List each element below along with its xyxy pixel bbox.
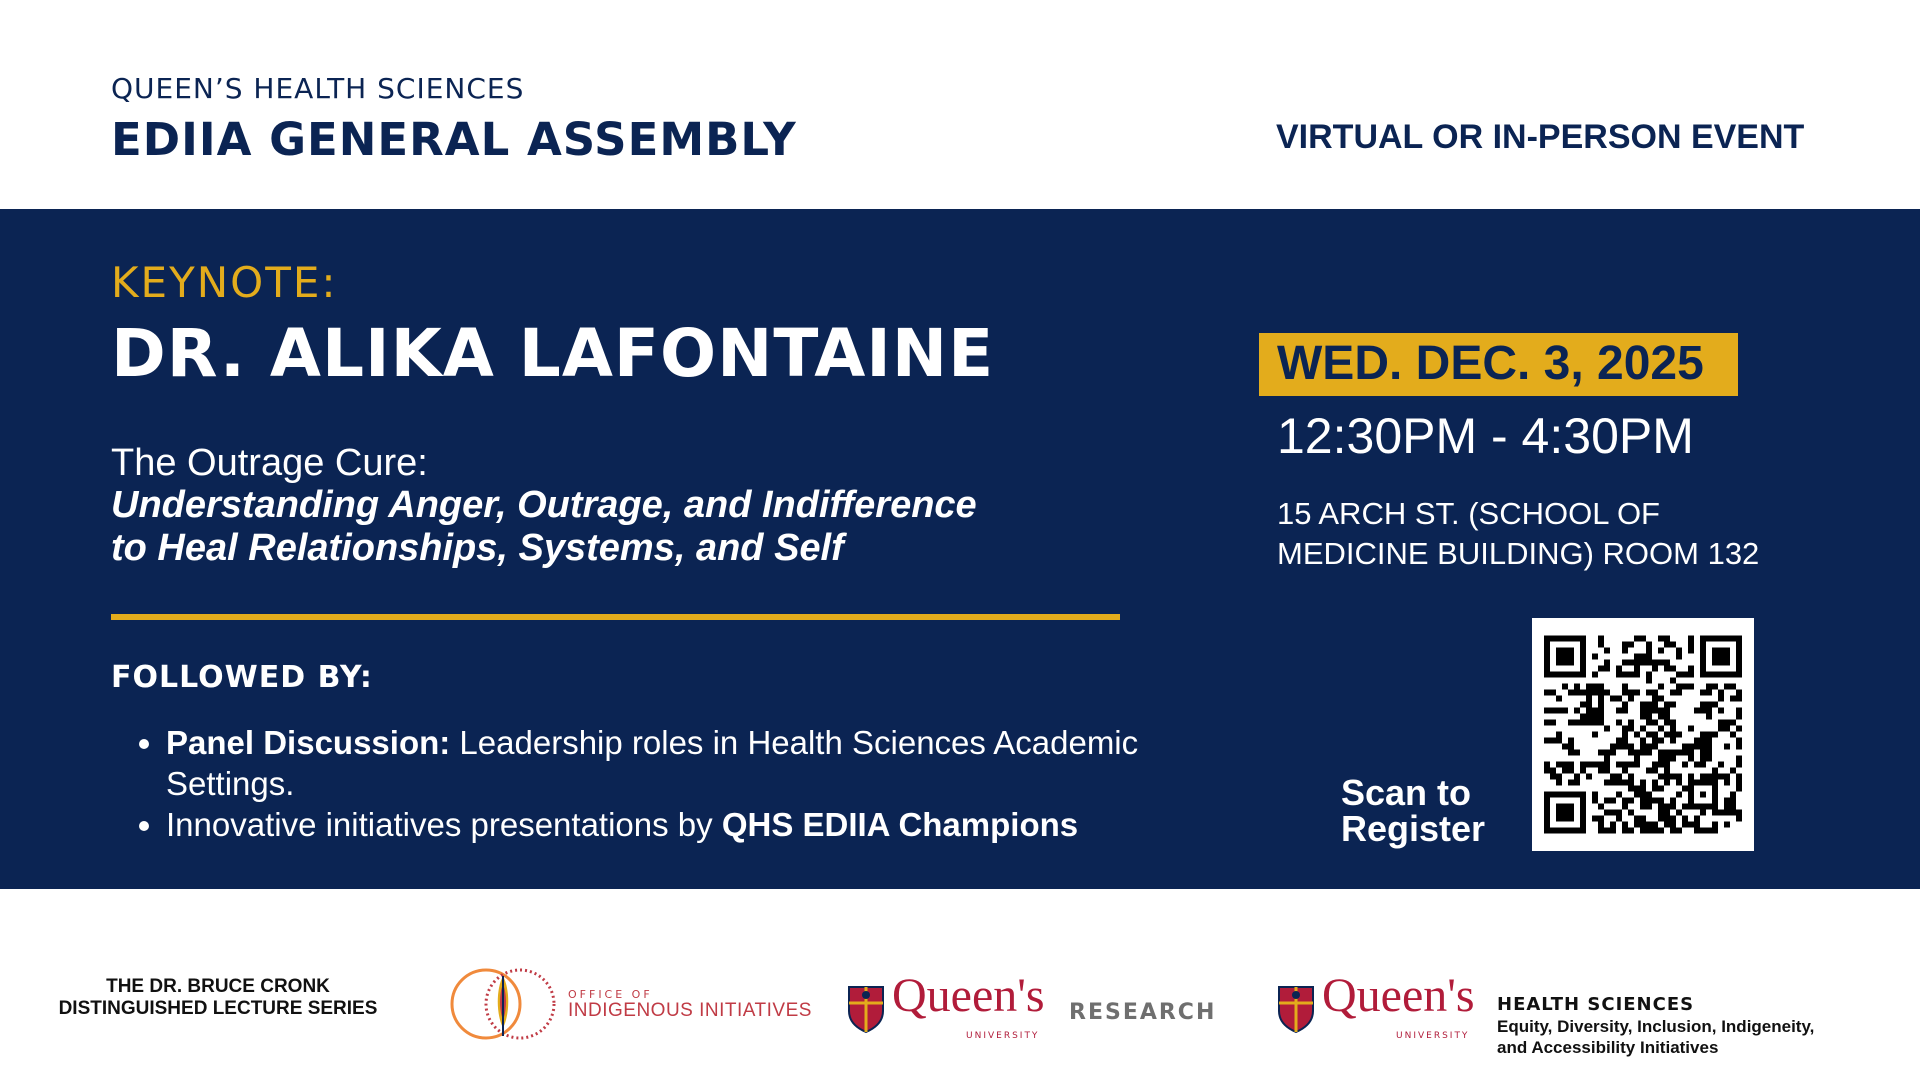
registration-qr-code[interactable] bbox=[1532, 618, 1754, 851]
ediia-line1: Equity, Diversity, Inclusion, Indigeneity, bbox=[1497, 1017, 1815, 1036]
talk-subtitle bbox=[111, 484, 1111, 570]
speaker-name: DR. ALIKA LAFONTAINE bbox=[111, 315, 995, 392]
queens-word: Queen's bbox=[892, 969, 1045, 1022]
location-line2: MEDICINE BUILDING) ROOM 132 bbox=[1277, 536, 1760, 571]
queens-word: Queen's bbox=[1322, 969, 1475, 1022]
queens-university-label: UNIVERSITY bbox=[1396, 1031, 1470, 1041]
ediia-line2: and Accessibility Initiatives bbox=[1497, 1038, 1719, 1057]
keynote-label: KEYNOTE: bbox=[111, 258, 338, 307]
event-date: WED. DEC. 3, 2025 bbox=[1277, 337, 1704, 390]
ediia-initiatives-label bbox=[1497, 1016, 1917, 1058]
event-type: VIRTUAL OR IN-PERSON EVENT bbox=[1276, 118, 1805, 156]
agenda-list bbox=[138, 722, 1166, 845]
event-location bbox=[1277, 494, 1797, 574]
qr-code-icon bbox=[1544, 633, 1742, 836]
lecture-series-line2: DISTINGUISHED LECTURE SERIES bbox=[58, 998, 378, 1019]
event-time: 12:30PM - 4:30PM bbox=[1277, 408, 1694, 464]
scan-to-register bbox=[1341, 772, 1511, 849]
organization-eyebrow: QUEEN’S HEALTH SCIENCES bbox=[111, 72, 525, 105]
lecture-series-line1: THE DR. BRUCE CRONK bbox=[106, 976, 330, 997]
talk-subtitle-line1: Understanding Anger, Outrage, and Indifference bbox=[111, 484, 977, 526]
followed-by-label: FOLLOWED BY: bbox=[111, 660, 373, 695]
scan-line2: Register bbox=[1341, 808, 1486, 849]
talk-title: The Outrage Cure: bbox=[111, 442, 428, 484]
gold-divider bbox=[111, 614, 1120, 620]
health-sciences-label: HEALTH SCIENCES bbox=[1497, 994, 1695, 1015]
location-line1: 15 ARCH ST. (SCHOOL OF bbox=[1277, 496, 1660, 531]
scan-line1: Scan to bbox=[1341, 772, 1472, 813]
talk-subtitle-line2: to Heal Relationships, Systems, and Self bbox=[111, 527, 844, 569]
initiatives-text: Innovative initiatives presentations by bbox=[166, 806, 722, 843]
oii-name: INDIGENOUS INITIATIVES bbox=[568, 1000, 812, 1021]
champions-label: QHS EDIIA Champions bbox=[721, 806, 1079, 843]
oii-office-of: OFFICE OF bbox=[568, 988, 653, 1001]
queens-hs-wordmark bbox=[1322, 969, 1475, 1056]
event-title: EDIIA GENERAL ASSEMBLY bbox=[111, 113, 797, 166]
panel-discussion-text: Leadership roles in Health Sciences Academic Settings. bbox=[166, 724, 1139, 802]
research-label: RESEARCH bbox=[1069, 1000, 1217, 1025]
lecture-series-logo bbox=[38, 976, 398, 1020]
queens-crest-icon bbox=[1277, 985, 1315, 1033]
panel-discussion-label: Panel Discussion: bbox=[166, 724, 451, 761]
queens-university-label: UNIVERSITY bbox=[966, 1031, 1040, 1041]
queens-crest-icon bbox=[847, 985, 885, 1033]
feather-rings-icon bbox=[448, 964, 560, 1044]
list-item bbox=[166, 722, 1166, 804]
list-item bbox=[166, 804, 1166, 845]
queens-research-wordmark bbox=[892, 969, 1045, 1056]
